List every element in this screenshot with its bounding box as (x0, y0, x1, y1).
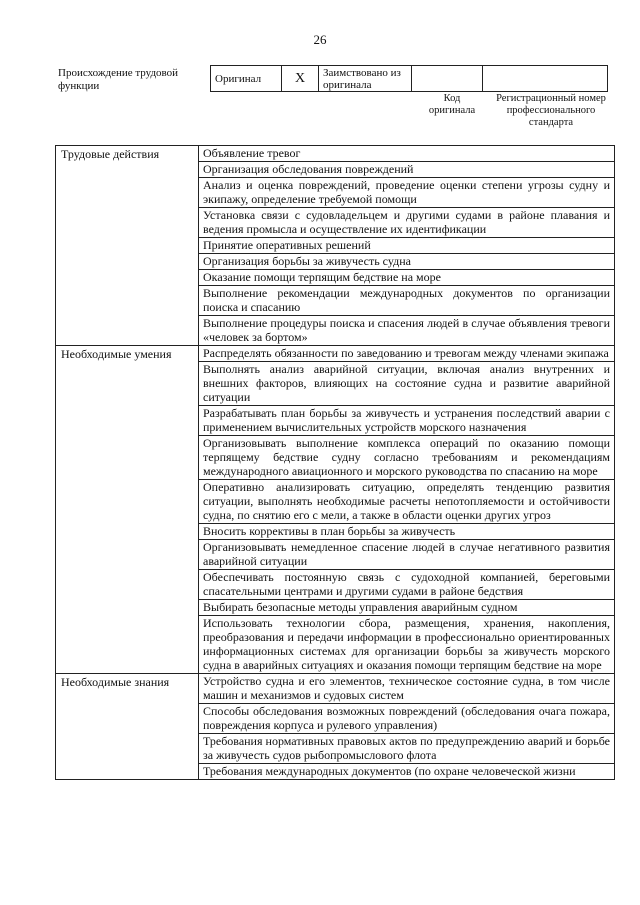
skills-header: Необходимые умения (56, 346, 199, 674)
original-cell: Оригинал (211, 66, 282, 92)
table-row (56, 146, 615, 162)
table-cell: Способы обследования возможных повреждений (обследования очага пожара, повреждения корпуса и рулевого управления) (199, 704, 615, 734)
origin-table (210, 65, 608, 92)
page-number: 26 (313, 32, 327, 47)
table-cell: Объявление тревог (199, 146, 615, 162)
table-cell: Организация борьбы за живучесть судна (199, 254, 615, 270)
table-cell: Выполнение процедуры поиска и спасения людей в случае объявления тревоги «человек за бортом» (199, 316, 615, 346)
reg-number-cell (483, 66, 608, 92)
table-cell: Требования международных документов (по охране человеческой жизни (199, 764, 615, 780)
table-cell: Вносить коррективы в план борьбы за живучесть (199, 524, 615, 540)
table-cell: Принятие оперативных решений (199, 238, 615, 254)
original-mark: X (282, 66, 319, 92)
table-cell: Выбирать безопасные методы управления аварийным судном (199, 600, 615, 616)
table-cell: Установка связи с судовладельцем и другими судами в районе плавания и ведения промысла и осуществление их идентификации (199, 208, 615, 238)
table-cell: Анализ и оценка повреждений, проведение оценки степени угрозы судну и экипажу, определение требуемой помощи (199, 178, 615, 208)
table-row (56, 346, 615, 362)
borrowed-cell: Заимствовано из оригинала (319, 66, 412, 92)
table-cell: Организация обследования повреждений (199, 162, 615, 178)
origin-label: Происхождение трудовой функции (58, 67, 179, 92)
actions-header: Трудовые действия (56, 146, 199, 346)
knowledge-header: Необходимые знания (56, 674, 199, 780)
table-cell: Распределять обязанности по заведованию и тревогам между членами экипажа (199, 346, 615, 362)
table-cell: Использовать технологии сбора, размещения, хранения, накопления, преобразования и передачи информации в профессионально ориентированных информационных системах для организации борьбы за живучесть морского судна в аварийных ситуациях и оказания помощи терпящим бедствие на море (199, 616, 615, 674)
code-cell (412, 66, 483, 92)
function-table (55, 145, 615, 780)
table-cell: Оказание помощи терпящим бедствие на море (199, 270, 615, 286)
code-caption: Код оригинала (428, 93, 476, 116)
reg-caption: Регистрационный номер профессионального стандарта (496, 93, 606, 128)
table-cell: Выполнение рекомендации международных документов по организации поиска и спасанию (199, 286, 615, 316)
table-cell: Оперативно анализировать ситуацию, определять тенденцию развития ситуации, выполнять необходимые расчеты непотопляемости и остойчивости судна, по снятию его с мели, а также в области оценки других угроз (199, 480, 615, 524)
table-cell: Выполнять анализ аварийной ситуации, включая анализ внутренних и внешних факторов, влияющих на состояние судна и развитие аварийной ситуации (199, 362, 615, 406)
table-cell: Организовывать выполнение комплекса операций по оказанию помощи терпящему бедствие судну согласно требованиям и рекомендациям международного авиационного и морского руководства по спасанию на море (199, 436, 615, 480)
table-cell: Устройство судна и его элементов, техническое состояние судна, в том числе машин и механизмов и судовых систем (199, 674, 615, 704)
table-cell: Организовывать немедленное спасение людей в случае негативного развития аварийной ситуации (199, 540, 615, 570)
table-cell: Требования нормативных правовых актов по предупреждению аварий и борьбе за живучесть судов рыбопромыслового флота (199, 734, 615, 764)
table-cell: Обеспечивать постоянную связь с судоходной компанией, береговыми спасательными центрами и другими судами в районе бедствия (199, 570, 615, 600)
table-row (56, 674, 615, 704)
table-cell: Разрабатывать план борьбы за живучесть и устранения последствий аварии с применением вычислительных устройств морского назначения (199, 406, 615, 436)
